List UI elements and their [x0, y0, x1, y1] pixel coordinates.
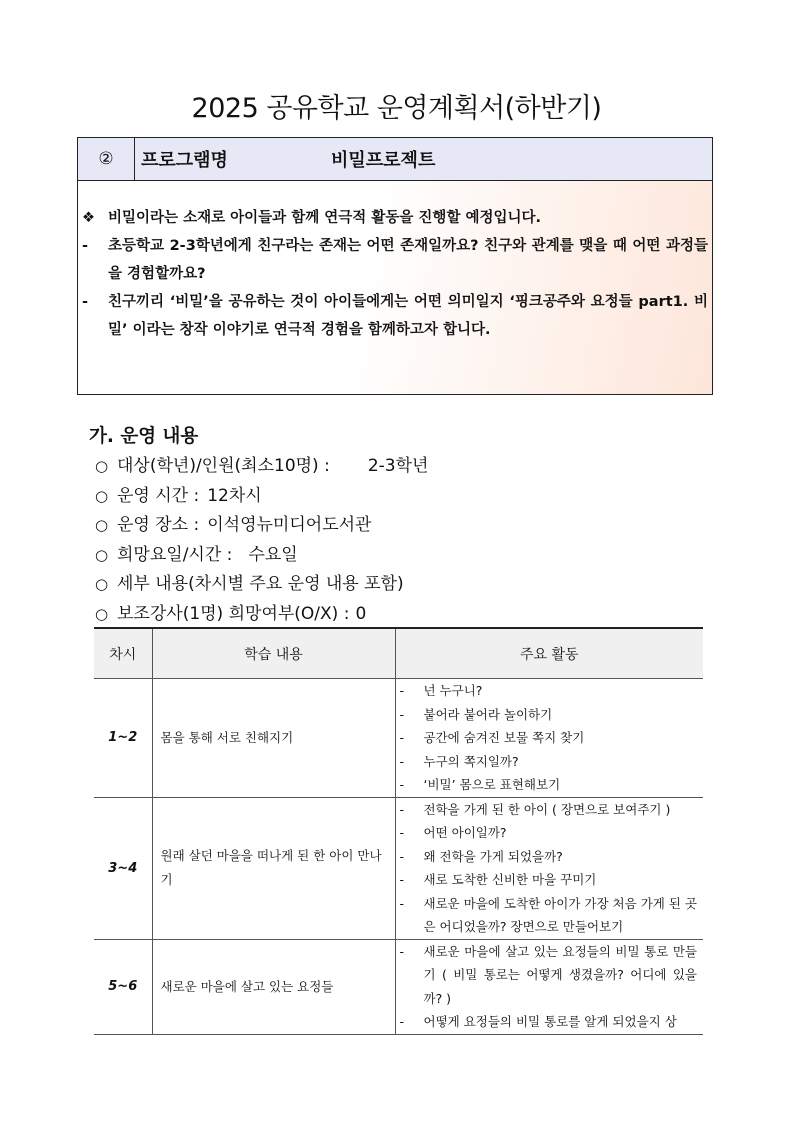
activity-item: - 새로운 마을에 살고 있는 요정들의 비밀 통로 만들기 ( 비밀 통로는 어떻게 생겼을까? 어디에 있을까? ) [399, 943, 697, 1006]
activity-item: - 전학을 가게 된 한 아이 ( 장면으로 보여주기 ) [399, 801, 671, 817]
header-session: 차시 [94, 628, 152, 679]
session-cell: 5~6 [94, 939, 152, 1034]
circle-bullet-icon: ○ [95, 486, 109, 505]
program-name: 비밀프로젝트 [331, 150, 436, 171]
operation-info-list [95, 452, 428, 629]
activity-item: - 새로운 마을에 도착한 아이가 가장 처음 가게 된 곳은 어디었을까? 장면으로 만들어보기 [399, 895, 697, 934]
info-label: 운영 장소 : [117, 515, 200, 535]
circle-bullet-icon: ○ [95, 457, 109, 475]
program-line-text: 비밀이라는 소재로 아이들과 함께 연극적 활동을 진행할 예정입니다. [108, 210, 542, 226]
session-cell: 3~4 [94, 797, 152, 939]
activities-cell [395, 797, 703, 939]
info-target [95, 452, 428, 482]
header-content: 학습 내용 [152, 628, 395, 679]
info-value: 2-3학년 [367, 456, 429, 476]
content-cell: 원래 살던 마을을 떠나게 된 한 아이 만나기 [152, 797, 395, 939]
activity-item: - 어떤 아이일까? [399, 825, 507, 840]
activity-item: - 넌 누구니? [399, 683, 483, 698]
session-cell: 1~2 [94, 679, 152, 798]
program-line-text: 초등학교 2-3학년에게 친구라는 존재는 어떤 존재일까요? 친구와 관계를 맺을 때 어떤 과정들을 경험할까요? [108, 238, 708, 282]
activity-item: - ‘비밀’ 몸으로 표현해보기 [399, 777, 561, 792]
activity-item: - 붙어라 붙어라 놀이하기 [399, 706, 553, 722]
program-line [82, 232, 708, 288]
circle-bullet-icon: ○ [95, 516, 109, 534]
program-name-label: 프로그램명 [141, 150, 228, 171]
program-number: ② [78, 138, 135, 180]
info-label: 운영 시간 : [117, 485, 200, 506]
activity-item: - 어떻게 요정들의 비밀 통로를 알게 되었을지 상 [399, 1014, 677, 1029]
circle-bullet-icon: ○ [95, 604, 109, 623]
content-cell: 몸을 통해 서로 친해지기 [152, 679, 395, 798]
activity-item: - 새로 도착한 신비한 마을 꾸미기 [399, 872, 597, 887]
info-time [95, 482, 428, 512]
header-activities: 주요 활동 [395, 628, 703, 679]
content-cell: 새로운 마을에 살고 있는 요정들 [152, 939, 395, 1034]
circle-bullet-icon: ○ [95, 575, 109, 593]
info-value: 12차시 [207, 485, 262, 506]
info-label: 대상(학년)/인원(최소10명) : [117, 456, 330, 476]
program-box [77, 137, 713, 395]
info-day [95, 541, 428, 571]
info-details [95, 570, 428, 600]
activity-item: - 왜 전학을 가게 되었을까? [399, 848, 563, 864]
info-value: 수요일 [248, 544, 298, 565]
program-header [78, 138, 712, 181]
dash-bullet: - [82, 238, 89, 254]
program-line-text: 친구끼리 ‘비밀’을 공유하는 것이 아이들에게는 어떤 의미일지 ‘핑크공주와 요정들 part1. 비밀’ 이라는 창작 이야기로 연극적 경험을 함께하고자 합니다. [108, 294, 708, 338]
dash-bullet: - [82, 294, 89, 310]
table-row [94, 797, 703, 939]
activities-cell [395, 679, 703, 798]
section-heading: 가. 운영 내용 [89, 426, 199, 447]
table-header-row [94, 628, 703, 679]
schedule-table [94, 627, 703, 1035]
program-title-row [135, 138, 712, 180]
table-row [94, 939, 703, 1034]
info-value: 이석영뉴미디어도서관 [207, 515, 372, 535]
document-title: 2025 공유학교 운영계획서(하반기) [191, 93, 602, 124]
activity-item: - 공간에 숨겨진 보물 쪽지 찾기 [399, 730, 585, 745]
info-label: 희망요일/시간 : [117, 544, 233, 565]
table-row [94, 679, 703, 798]
info-value: 0 [355, 603, 367, 624]
activity-item: - 누구의 쪽지일까? [399, 753, 519, 769]
info-label: 세부 내용(차시별 주요 운영 내용 포함) [117, 574, 404, 594]
diamond-bullet-icon: ❖ [82, 210, 95, 226]
program-line [82, 288, 708, 344]
info-label: 보조강사(1명) 희망여부(O/X) : [117, 603, 350, 624]
program-line [82, 204, 708, 232]
circle-bullet-icon: ○ [95, 545, 109, 564]
info-place [95, 511, 428, 541]
info-assistant [95, 600, 428, 630]
activities-cell [395, 939, 703, 1034]
program-description [78, 181, 712, 344]
